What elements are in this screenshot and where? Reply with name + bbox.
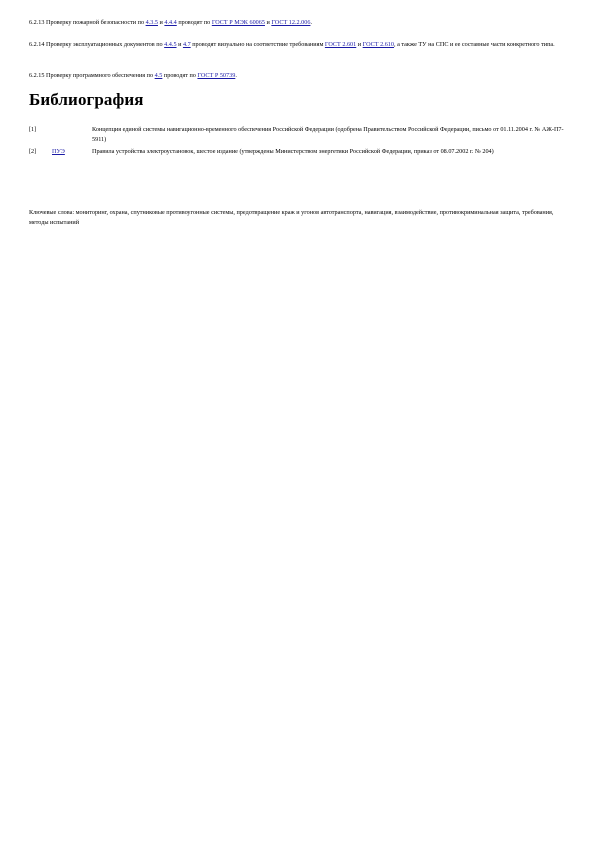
text: , а также ТУ на СПС и ее составные части конкретного типа. <box>394 41 555 48</box>
text: 6.2.15 Проверку программного обеспечения по <box>29 72 155 79</box>
link-clause-4-5[interactable]: 4.5 <box>154 72 163 79</box>
text: и <box>356 41 363 48</box>
bibliography-text: Правила устройства электроустановок, шестое издание (утверждены Министерством энергетики Российской Федерации, приказ от 08.07.2002 г. № 204) <box>92 148 494 155</box>
text: . <box>235 72 237 79</box>
paragraph-6-2-15 <box>29 71 569 81</box>
link-pue[interactable]: ПУЭ <box>52 148 65 155</box>
link-clause-4-3-5[interactable]: 4.3.5 <box>145 19 158 26</box>
paragraph-6-2-13 <box>29 18 569 28</box>
paragraph-6-2-14 <box>29 40 569 50</box>
link-clause-4-4-4[interactable]: 4.4.4 <box>164 19 177 26</box>
bibliography-number: [1] <box>29 126 37 133</box>
text: и <box>264 19 272 26</box>
bibliography-entry-2 <box>29 147 569 167</box>
keywords-paragraph: Ключевые слова: мониторинг, охрана, спутниковые противоугонные системы, предотвращение краж и угонов автотранспорта, навигация, взаимодействие, противокриминальная защита, требования, методы испытаний <box>29 209 554 226</box>
link-clause-4-4-5[interactable]: 4.4.5 <box>164 41 177 48</box>
link-gost-2-601[interactable]: ГОСТ 2.601 <box>324 41 357 48</box>
text: проводят по <box>176 19 212 26</box>
text: 6.2.14 Проверку эксплуатационных документов по <box>29 41 165 48</box>
text: и <box>176 41 183 48</box>
text: 6.2.13 Проверку пожарной безопасности по <box>29 19 146 26</box>
text: и <box>157 19 165 26</box>
text: . <box>310 19 312 26</box>
text: проводят визуально на соответствие требованиям <box>190 41 325 48</box>
link-gost-12-2-006[interactable]: ГОСТ 12.2.006 <box>271 19 311 26</box>
link-gost-r-50739[interactable]: ГОСТ Р 50739 <box>197 72 236 79</box>
bibliography-entry-1 <box>29 125 569 145</box>
link-gost-2-610[interactable]: ГОСТ 2.610 <box>362 41 394 48</box>
bibliography-text: Концепция единой системы навигационно-временного обеспечения Российской Федерации (одобрена Правительством Российской Федерации, письмо от 01.11.2004 г. № АЖ-П7-5911) <box>92 126 564 143</box>
text: проводят по <box>162 72 198 79</box>
link-clause-4-7[interactable]: 4.7 <box>182 41 191 48</box>
bibliography-number: [2] <box>29 148 37 155</box>
link-gost-r-iec-60065[interactable]: ГОСТ Р МЭК 60065 <box>211 19 265 26</box>
bibliography-heading: Библиография <box>29 90 144 109</box>
